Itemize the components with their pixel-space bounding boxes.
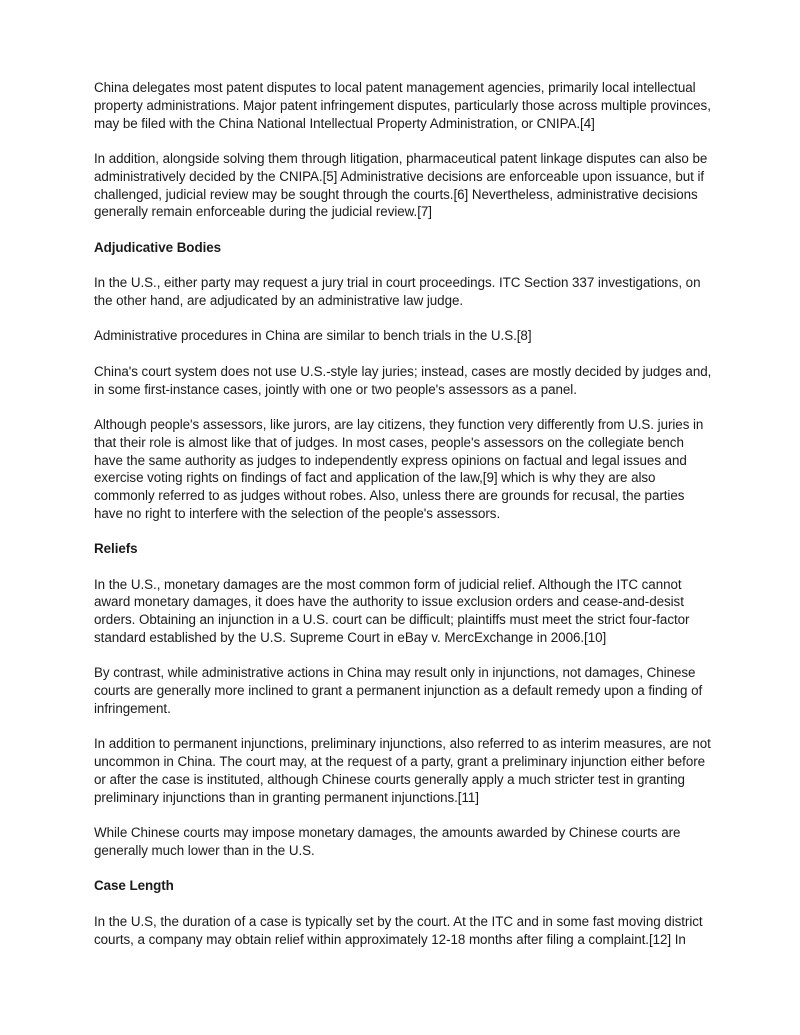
paragraph-us-case-duration: In the U.S, the duration of a case is typically set by the court. At the ITC and in some fast moving district courts, a company may obtain relief within approximately 12-18 months after filing a complaint.[12] In bbox=[94, 913, 703, 947]
heading-case-length: Case Length bbox=[94, 878, 174, 894]
heading-reliefs: Reliefs bbox=[94, 541, 138, 557]
heading-adjudicative-bodies: Adjudicative Bodies bbox=[94, 239, 222, 255]
paragraph-us-jury-trial: In the U.S., either party may request a jury trial in court proceedings. ITC Section 337 investigations, on the other hand, are adjudicated by an administrative law judge. bbox=[94, 275, 701, 308]
paragraph-china-court-system: China's court system does not use U.S.-style lay juries; instead, cases are mostly decided by judges and, in some first-instance cases, jointly with one or two people's assessors as a panel. bbox=[94, 363, 712, 397]
paragraph-china-bench-trials: Administrative procedures in China are similar to bench trials in the U.S.[8] bbox=[94, 328, 532, 344]
paragraph-patent-linkage: In addition, alongside solving them through litigation, pharmaceutical patent linkage disputes can also be administratively decided by the CNIPA.[5] Administrative decisions are enforceable upon issuance, but if challenged, judicial review may be sought through the courts.[6] Nevertheless, administrative decisions generally remain enforceable during the judicial review.[7] bbox=[94, 150, 708, 220]
paragraph-preliminary-injunctions: In addition to permanent injunctions, preliminary injunctions, also referred to as interim measures, are not uncommon in China. The court may, at the request of a party, grant a preliminary injunction either before or after the case is instituted, although Chinese courts generally apply a much stricter test in granting preliminary injunctions than in granting permanent injunctions.[11] bbox=[94, 736, 711, 805]
document-page bbox=[94, 79, 712, 966]
paragraph-china-damages-amounts: While Chinese courts may impose monetary damages, the amounts awarded by Chinese courts are generally much lower than in the U.S. bbox=[94, 825, 681, 859]
paragraph-peoples-assessors: Although people's assessors, like jurors, are lay citizens, they function very differently from U.S. juries in that their role is almost like that of judges. In most cases, people's assessors on the collegiate bench have the same authority as judges to independently express opinions on factual and legal issues and exercise voting rights on findings of fact and application of the law,[9] which is why they are also commonly referred to as judges without robes. Also, unless there are grounds for recusal, the parties have no right to interfere with the selection of the people's assessors. bbox=[94, 416, 704, 521]
paragraph-cnipa-delegation: China delegates most patent disputes to local patent management agencies, primarily local intellectual property administrations. Major patent infringement disputes, particularly those across multiple provinces, may be filed with the China National Intellectual Property Administration, or CNIPA.[4] bbox=[94, 80, 711, 131]
paragraph-china-injunctions: By contrast, while administrative actions in China may result only in injunctions, not damages, Chinese courts are generally more inclined to grant a permanent injunction as a default remedy upon a finding of infringement. bbox=[94, 665, 703, 717]
paragraph-us-monetary-damages: In the U.S., monetary damages are the most common form of judicial relief. Although the ITC cannot award monetary damages, it does have the authority to issue exclusion orders and cease-and-desist orders. Obtaining an injunction in a U.S. court can be difficult; plaintiffs must meet the strict four-factor standard established by the U.S. Supreme Court in eBay v. MercExchange in 2006.[10] bbox=[94, 576, 690, 646]
